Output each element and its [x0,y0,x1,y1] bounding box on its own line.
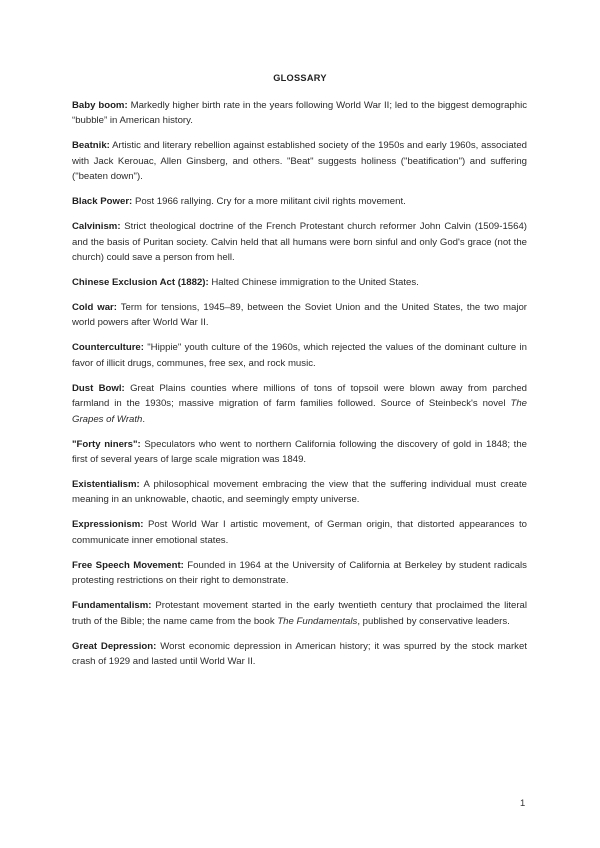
glossary-definition: "Hippie" youth culture of the 1960s, which rejected the values of the dominant culture in favor of illicit drugs, communes, free sex, and rock music. [72,342,527,369]
glossary-definition: Markedly higher birth rate in the years following World War II; led to the biggest demographic “bubble” in American history. [72,100,527,127]
glossary-entry-black-power [72,194,527,209]
glossary-entry-fundamentalism [72,598,527,629]
glossary-definition: Post 1966 rallying. Cry for a more militant civil rights movement. [134,196,406,208]
glossary-definition: Worst economic depression in American history; it was spurred by the stock market crash of 1929 and lasted until World War II. [72,640,527,668]
glossary-term: Expressionism: [72,519,144,531]
glossary-entry-expressionism [72,517,527,548]
glossary-entry-free-speech-movement [72,558,527,589]
glossary-definition: Founded in 1964 at the University of California at Berkeley by student radicals protesting restrictions on their right to demonstrate. [72,559,527,587]
glossary-entry-forty-niners [72,437,527,468]
glossary-term: "Forty niners": [72,438,141,450]
glossary-definition: Term for tensions, 1945–89, between the Soviet Union and the United States, the two major world powers after World War II. [72,302,527,329]
glossary-entry-beatnik [72,138,527,184]
glossary-term: Existentialism: [72,479,140,491]
glossary-entry-calvinism [72,219,527,265]
glossary-definition: Artistic and literary rebellion against established society of the 1950s and early 1960s, associated with Jack Kerouac, Allen Ginsberg, and others. "Beat" suggests holiness ("beatification") and suffering ("beaten down"). [72,140,527,183]
glossary-term: Free Speech Movement: [72,559,184,571]
glossary-term: Baby boom: [72,100,128,111]
glossary-definition: Strict theological doctrine of the French Protestant church reformer John Calvin (1509-1564) and the basis of Puritan society. Calvin held that all humans were born sinful and only God's grace (not the church) could save a person from hell. [72,221,527,264]
glossary-list [72,98,527,679]
glossary-term: Counterculture: [72,342,144,354]
definition-text: Great Plains counties where millions of tons of topsoil were blown away from parched farmland in the 1930s; massive migration of farm families followed. Source of Steinbeck's novel [72,382,527,410]
glossary-term: Calvinism: [72,221,121,233]
glossary-entry-existentialism [72,477,527,508]
glossary-definition: Speculators who went to northern California following the discovery of gold in 1848; the first of several years of large scale migration was 1849. [72,438,527,466]
glossary-definition [72,383,527,425]
glossary-entry-baby-boom [72,98,527,129]
definition-text-after: , published by conservative leaders. [357,615,510,627]
glossary-definition: A philosophical movement embracing the view that the suffering individual must create meaning in an unknowable, chaotic, and seemingly empty universe. [72,479,527,506]
glossary-entry-chinese-exclusion-act [72,275,527,290]
glossary-term: Dust Bowl: [72,382,125,394]
glossary-entry-cold-war [72,300,527,331]
book-title: The Grapes of Wrath [72,398,527,425]
glossary-term: Fundamentalism: [72,600,152,612]
glossary-definition: Post World War I artistic movement, of German origin, that distorted appearances to communicate inner emotional states. [72,519,528,546]
definition-text: Protestant movement started in the early twentieth century that proclaimed the literal truth of the Bible; the name came from the book [72,600,528,627]
glossary-term: Chinese Exclusion Act (1882): [72,277,209,289]
definition-text-after: . [142,413,146,425]
glossary-entry-counterculture [72,340,527,371]
page-number: 1 [520,797,526,808]
glossary-entry-great-depression [72,639,527,670]
glossary-term: Black Power: [72,196,133,208]
page-title: GLOSSARY [273,73,327,83]
glossary-term: Great Depression: [72,640,157,652]
glossary-term: Cold war: [72,302,117,314]
glossary-term: Beatnik: [72,140,110,152]
glossary-entry-dust-bowl [72,381,527,427]
glossary-definition: Halted Chinese immigration to the United States. [211,277,419,289]
book-title: The Fundamentals [277,615,358,627]
